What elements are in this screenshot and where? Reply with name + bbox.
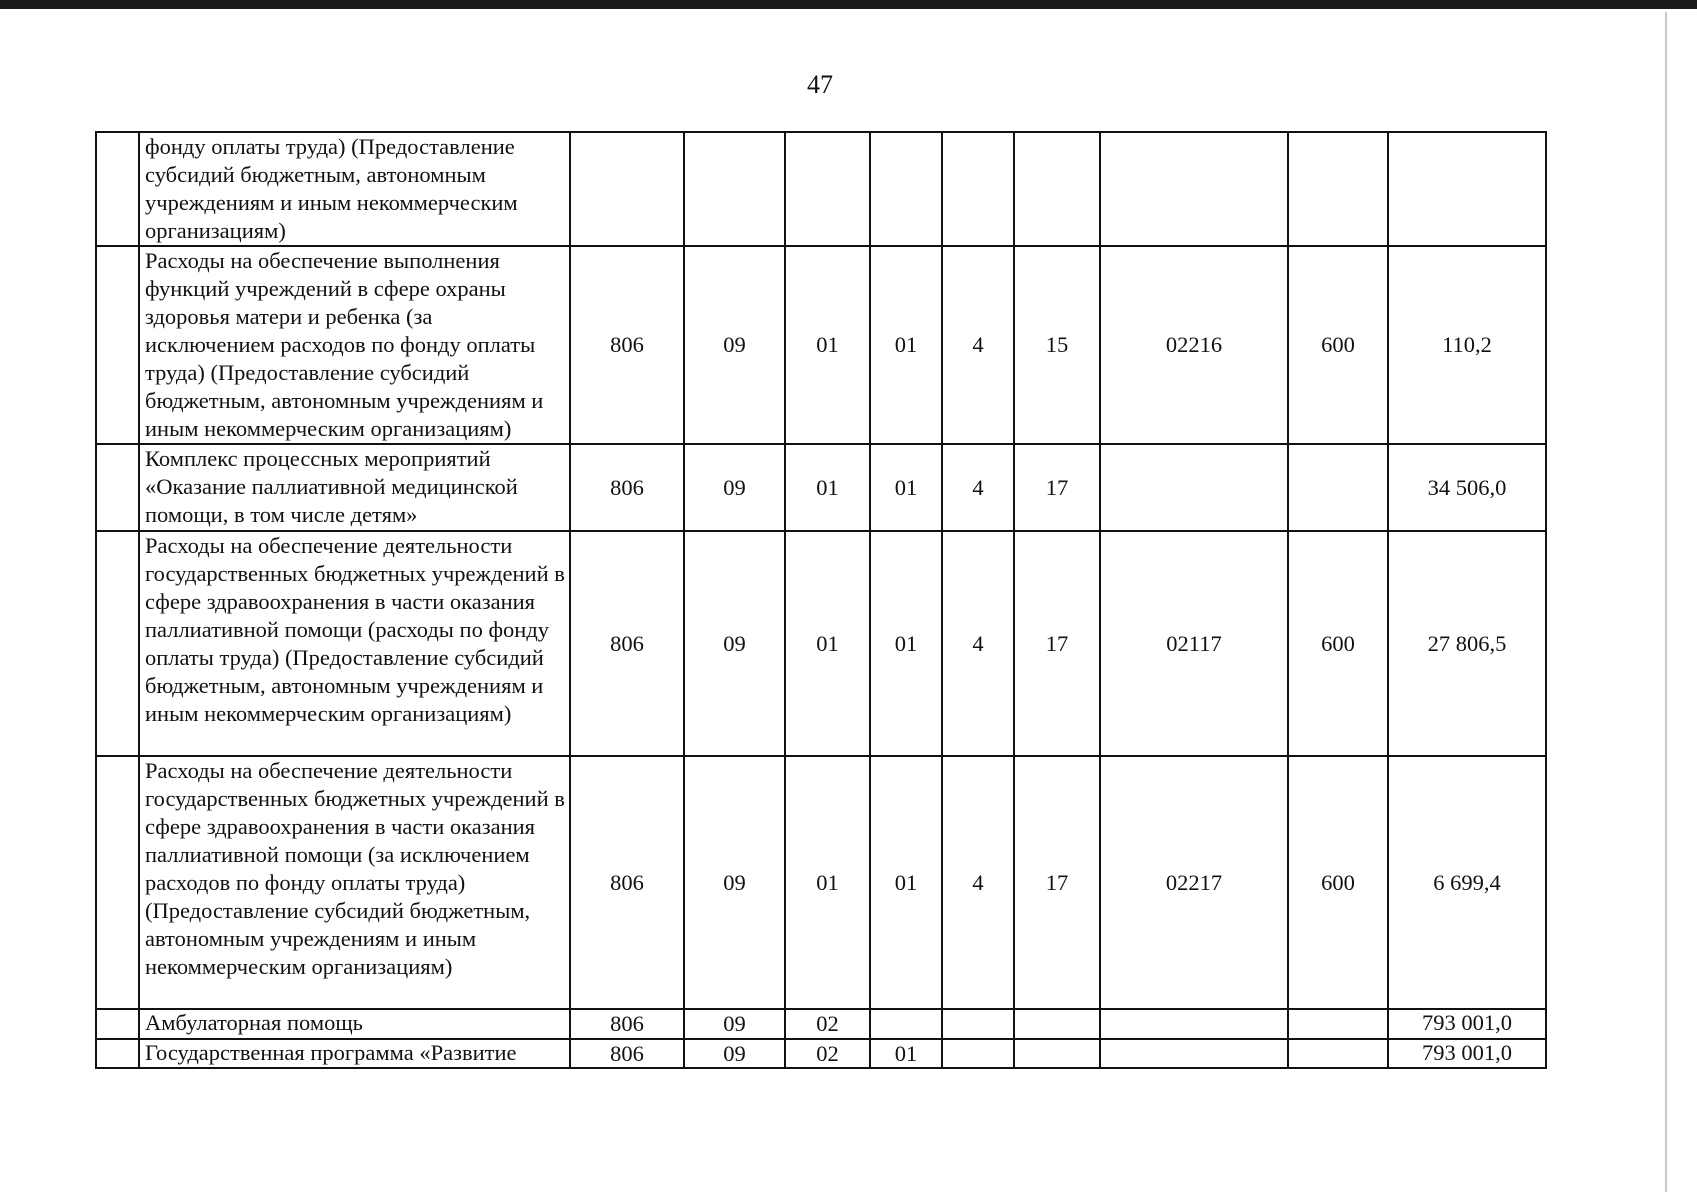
amount: 34 506,0 — [1388, 444, 1546, 531]
amount: 6 699,4 — [1388, 756, 1546, 1009]
structure-type-code: 4 — [942, 444, 1014, 531]
subsection-code: 01 — [785, 531, 870, 756]
section-code: 09 — [684, 531, 785, 756]
subsection-code: 01 — [785, 756, 870, 1009]
row-number-cell — [96, 246, 139, 444]
ministry-code: 806 — [570, 444, 684, 531]
amount: 793 001,0 — [1388, 1039, 1546, 1068]
section-code: 09 — [684, 444, 785, 531]
budget-table — [95, 131, 1547, 1069]
structure-type-code: 4 — [942, 531, 1014, 756]
section-code: 09 — [684, 1009, 785, 1039]
section-code: 09 — [684, 756, 785, 1009]
subsection-code — [785, 132, 870, 246]
scan-right-edge — [1665, 12, 1667, 1192]
table-row — [96, 1039, 1546, 1068]
structure-element-code: 17 — [1014, 531, 1100, 756]
structure-type-code — [942, 132, 1014, 246]
expense-type-code — [1288, 444, 1388, 531]
program-code: 01 — [870, 756, 942, 1009]
program-code: 01 — [870, 444, 942, 531]
scan-top-border — [0, 0, 1697, 9]
structure-element-code — [1014, 1009, 1100, 1039]
direction-code: 02216 — [1100, 246, 1288, 444]
row-number-cell — [96, 132, 139, 246]
table-row — [96, 132, 1546, 246]
direction-code: 02217 — [1100, 756, 1288, 1009]
ministry-code — [570, 132, 684, 246]
direction-code — [1100, 1009, 1288, 1039]
direction-code — [1100, 1039, 1288, 1068]
program-code: 01 — [870, 246, 942, 444]
program-code — [870, 1009, 942, 1039]
ministry-code: 806 — [570, 1039, 684, 1068]
section-code: 09 — [684, 246, 785, 444]
ministry-code: 806 — [570, 246, 684, 444]
expense-name: Комплекс процессных мероприятий «Оказание паллиативной медицинской помощи, в том числе детям» — [139, 444, 570, 531]
row-number-cell — [96, 531, 139, 756]
table-row — [96, 756, 1546, 1009]
expense-name: Расходы на обеспечение выполнения функций учреждений в сфере охраны здоровья матери и ребенка (за исключением расходов по фонду оплаты труда) (Предоставление субсидий бюджетным, автономным учреждениям и иным некоммерческим организациям) — [139, 246, 570, 444]
program-code — [870, 132, 942, 246]
expense-name: Государственная программа «Развитие — [139, 1039, 570, 1068]
ministry-code: 806 — [570, 1009, 684, 1039]
expense-name: фонду оплаты труда) (Предоставление субсидий бюджетным, автономным учреждениям и иным некоммерческим организациям) — [139, 132, 570, 246]
expense-name: Амбулаторная помощь — [139, 1009, 570, 1039]
amount: 27 806,5 — [1388, 531, 1546, 756]
page-number: 47 — [807, 70, 833, 99]
direction-code — [1100, 444, 1288, 531]
expense-type-code: 600 — [1288, 756, 1388, 1009]
subsection-code: 01 — [785, 444, 870, 531]
expense-name: Расходы на обеспечение деятельности государственных бюджетных учреждений в сфере здравоохранения в части оказания паллиативной помощи (за исключением расходов по фонду оплаты труда) (Предоставление субсидий бюджетным, автономным учреждениям и иным некоммерческим организациям) — [139, 756, 570, 1009]
subsection-code: 02 — [785, 1039, 870, 1068]
structure-type-code: 4 — [942, 246, 1014, 444]
structure-element-code — [1014, 132, 1100, 246]
structure-type-code — [942, 1039, 1014, 1068]
structure-type-code: 4 — [942, 756, 1014, 1009]
row-number-cell — [96, 1009, 139, 1039]
table-row — [96, 444, 1546, 531]
amount — [1388, 132, 1546, 246]
subsection-code: 01 — [785, 246, 870, 444]
expense-type-code — [1288, 1009, 1388, 1039]
program-code: 01 — [870, 531, 942, 756]
amount: 793 001,0 — [1388, 1009, 1546, 1039]
amount: 110,2 — [1388, 246, 1546, 444]
row-number-cell — [96, 756, 139, 1009]
row-number-cell — [96, 444, 139, 531]
subsection-code: 02 — [785, 1009, 870, 1039]
structure-element-code: 17 — [1014, 756, 1100, 1009]
expense-type-code: 600 — [1288, 531, 1388, 756]
section-code: 09 — [684, 1039, 785, 1068]
structure-element-code — [1014, 1039, 1100, 1068]
table-row — [96, 1009, 1546, 1039]
table-row — [96, 531, 1546, 756]
expense-type-code: 600 — [1288, 246, 1388, 444]
direction-code: 02117 — [1100, 531, 1288, 756]
ministry-code: 806 — [570, 756, 684, 1009]
expense-type-code — [1288, 1039, 1388, 1068]
structure-type-code — [942, 1009, 1014, 1039]
row-number-cell — [96, 1039, 139, 1068]
direction-code — [1100, 132, 1288, 246]
structure-element-code: 15 — [1014, 246, 1100, 444]
ministry-code: 806 — [570, 531, 684, 756]
expense-name: Расходы на обеспечение деятельности государственных бюджетных учреждений в сфере здравоохранения в части оказания паллиативной помощи (расходы по фонду оплаты труда) (Предоставление субсидий бюджетным, автономным учреждениям и иным некоммерческим организациям) — [139, 531, 570, 756]
program-code: 01 — [870, 1039, 942, 1068]
expense-type-code — [1288, 132, 1388, 246]
section-code — [684, 132, 785, 246]
table-row — [96, 246, 1546, 444]
structure-element-code: 17 — [1014, 444, 1100, 531]
